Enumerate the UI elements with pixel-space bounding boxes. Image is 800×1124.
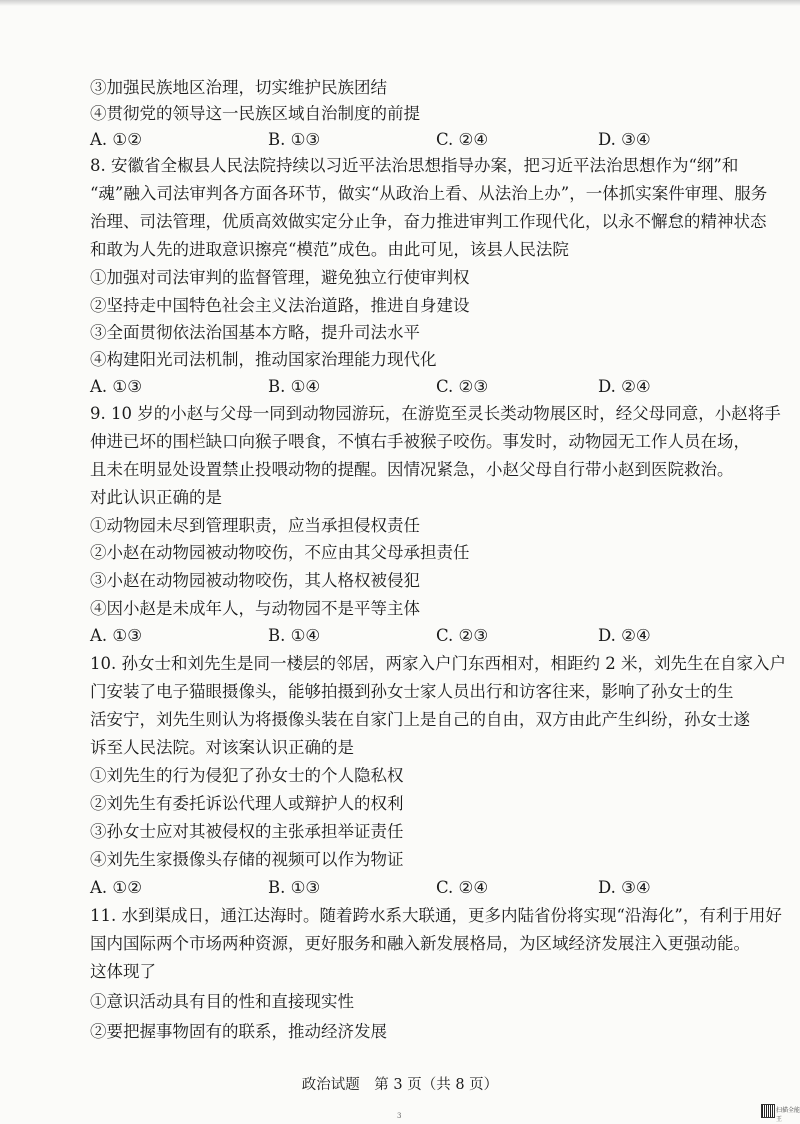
q9-stem-line: 9. 10 岁的小赵与父母一同到动物园游玩，在游览至灵长类动物展区时，经父母同意，小赵将手 <box>90 404 781 423</box>
q10-item-4: ④刘先生家摄像头存储的视频可以作为物证 <box>90 850 404 869</box>
q9-option-b[interactable]: B. ①④ <box>268 626 321 645</box>
q8-stem-line: “魂”融入司法审判各方面各环节，做实“从政治上看、从法治上办”，一体抓实案件审理、服务 <box>90 184 768 203</box>
q7-item-3: ③加强民族地区治理，切实维护民族团结 <box>90 78 387 97</box>
q7-option-c[interactable]: C. ②④ <box>436 130 489 149</box>
q8-stem-line: 8. 安徽省全椒县人民法院持续以习近平法治思想指导办案，把习近平法治思想作为“纲”和 <box>90 156 739 175</box>
q10-stem-line: 活安宁，刘先生则认为将摄像头装在自家门上是自己的自由，双方由此产生纠纷，孙女士遂 <box>90 710 750 729</box>
q9-item-1: ①动物园未尽到管理职责，应当承担侵权责任 <box>90 516 420 535</box>
q10-item-3: ③孙女士应对其被侵权的主张承担举证责任 <box>90 822 404 841</box>
q9-stem-line: 伸进已坏的围栏缺口向猴子喂食，不慎右手被猴子咬伤。事发时，动物园无工作人员在场， <box>90 432 750 451</box>
scanner-badge: 扫描全能王 <box>776 1107 800 1123</box>
q10-option-d[interactable]: D. ③④ <box>598 878 651 897</box>
q11-stem-line: 这体现了 <box>90 962 156 981</box>
q8-stem-line: 治理、司法管理，优质高效做实定分止争，奋力推进审判工作现代化，以永不懈怠的精神状态 <box>90 212 767 231</box>
q8-option-a[interactable]: A. ①③ <box>90 377 142 396</box>
page-footer: 政治试题 第 3 页（共 8 页） <box>301 1077 499 1093</box>
q7-option-a[interactable]: A. ①② <box>90 130 142 149</box>
q8-item-2: ②坚持走中国特色社会主义法治道路，推进自身建设 <box>90 296 470 315</box>
q10-stem-line: 门安装了电子猫眼摄像头，能够拍摄到孙女士家人员出行和访客往来，影响了孙女士的生 <box>90 682 734 701</box>
q8-option-c[interactable]: C. ②③ <box>436 377 489 396</box>
qr-code-icon <box>761 1104 775 1118</box>
q9-option-c[interactable]: C. ②③ <box>436 626 489 645</box>
q10-item-2: ②刘先生有委托诉讼代理人或辩护人的权利 <box>90 794 404 813</box>
q11-stem-line: 11. 水到渠成日，通江达海时。随着跨水系大联通，更多内陆省份将实现“沿海化”，有利于用好 <box>90 906 782 925</box>
q10-option-a[interactable]: A. ①② <box>90 878 142 897</box>
q7-option-d[interactable]: D. ③④ <box>598 130 651 149</box>
q9-stem-line: 且未在明显处设置禁止投喂动物的提醒。因情况紧急，小赵父母自行带小赵到医院救治。 <box>90 460 734 479</box>
q8-stem-line: 和敢为人先的进取意识擦亮“模范”成色。由此可见，该县人民法院 <box>90 240 569 259</box>
q10-option-c[interactable]: C. ②④ <box>436 878 489 897</box>
q9-item-3: ③小赵在动物园被动物咬伤，其人格权被侵犯 <box>90 571 420 590</box>
q8-item-1: ①加强对司法审判的监督管理，避免独立行使审判权 <box>90 268 470 287</box>
q9-item-2: ②小赵在动物园被动物咬伤，不应由其父母承担责任 <box>90 543 470 562</box>
q7-option-b[interactable]: B. ①③ <box>268 130 321 149</box>
q8-option-d[interactable]: D. ②④ <box>598 377 651 396</box>
q9-item-4: ④因小赵是未成年人，与动物园不是平等主体 <box>90 599 420 618</box>
q8-item-4: ④构建阳光司法机制，推动国家治理能力现代化 <box>90 350 437 369</box>
q7-item-4: ④贯彻党的领导这一民族区域自治制度的前提 <box>90 104 420 123</box>
page-number-small: 3 <box>397 1112 402 1120</box>
q10-option-b[interactable]: B. ①③ <box>268 878 321 897</box>
q9-option-a[interactable]: A. ①③ <box>90 626 142 645</box>
q10-item-1: ①刘先生的行为侵犯了孙女士的个人隐私权 <box>90 766 404 785</box>
q9-option-d[interactable]: D. ②④ <box>598 626 651 645</box>
q11-item-2: ②要把握事物固有的联系，推动经济发展 <box>90 1022 387 1041</box>
q11-stem-line: 国内国际两个市场两种资源，更好服务和融入新发展格局，为区域经济发展注入更强动能。 <box>90 934 750 953</box>
q11-item-1: ①意识活动具有目的性和直接现实性 <box>90 992 354 1011</box>
q10-stem-line: 诉至人民法院。对该案认识正确的是 <box>90 738 354 757</box>
q10-stem-line: 10. 孙女士和刘先生是同一楼层的邻居，两家入户门东西相对，相距约 2 米，刘先生在自家入户 <box>90 654 786 673</box>
scan-edge-shade <box>0 0 800 6</box>
q9-stem-line: 对此认识正确的是 <box>90 488 222 507</box>
q8-option-b[interactable]: B. ①④ <box>268 377 321 396</box>
q8-item-3: ③全面贯彻依法治国基本方略，提升司法水平 <box>90 323 420 342</box>
